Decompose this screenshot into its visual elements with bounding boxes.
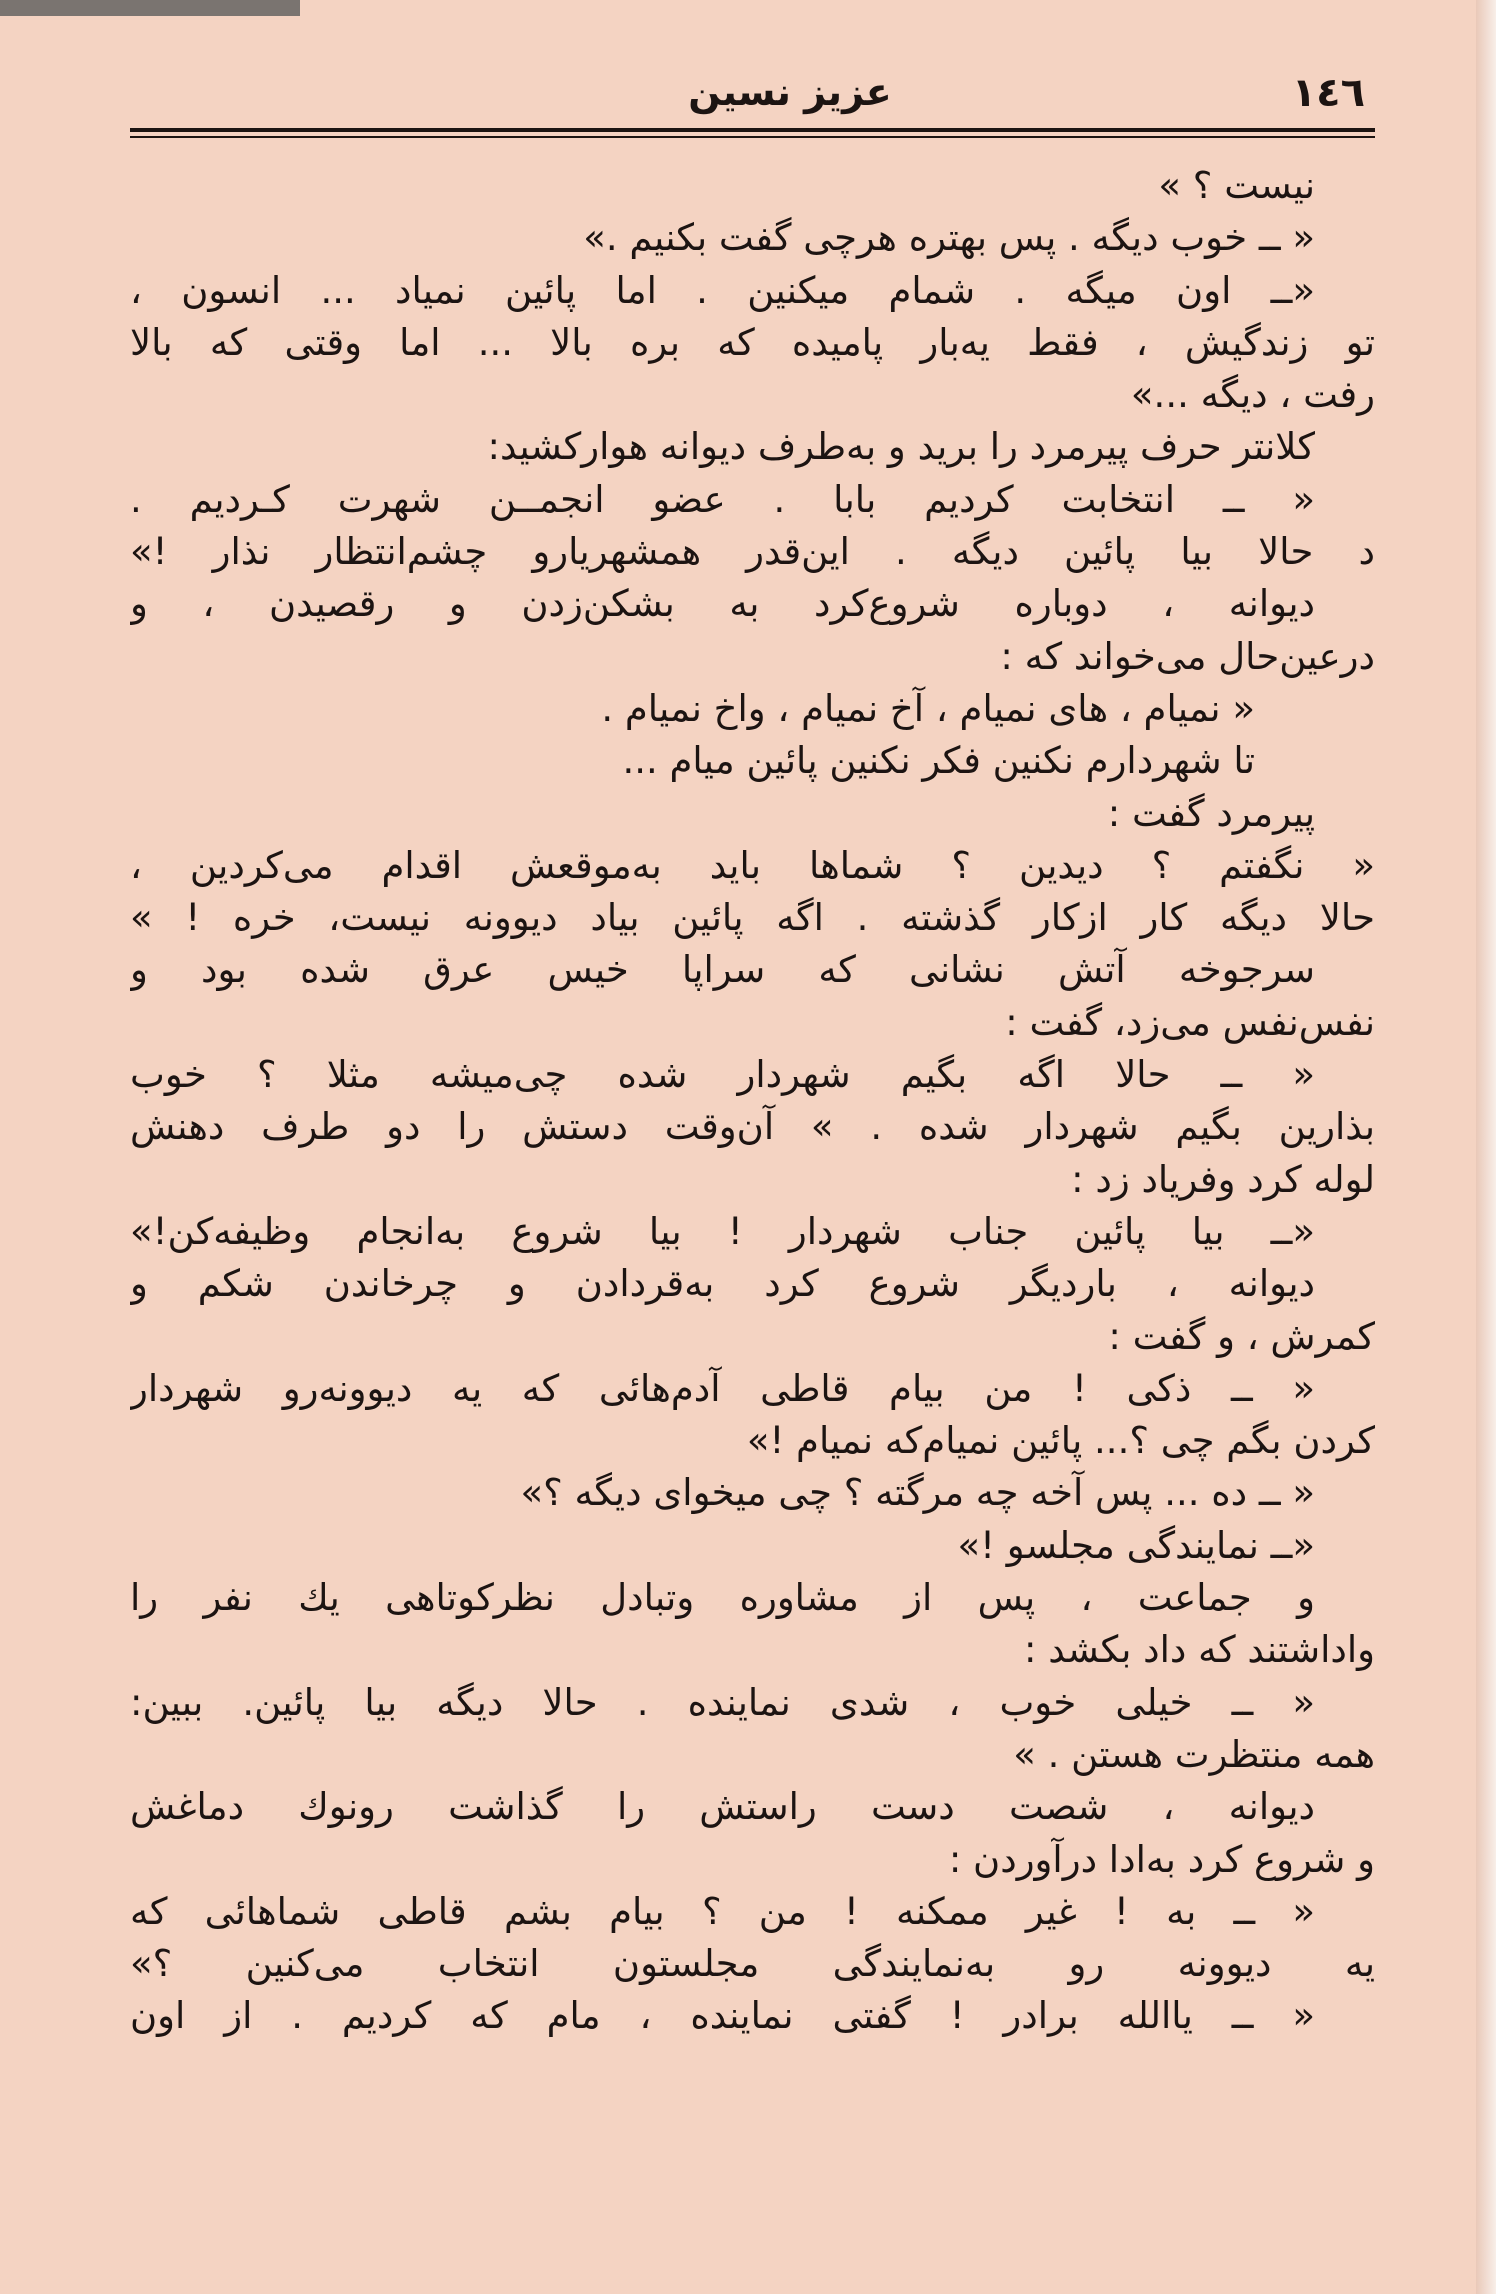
text-line: نفس‌نفس می‌زد، گفت :: [1005, 1000, 1375, 1044]
book-page: [90, 0, 1420, 2294]
text-line: «ــ بیا پائین جناب شهردار ! بیا شروع به‌انجام وظیفه‌کن!»: [130, 1209, 1315, 1253]
text-line: بذارین بگیم شهردار شده . » آن‌وقت دستش را دو طرف دهنش: [130, 1105, 1375, 1149]
text-line: نیست ؟ »: [1158, 164, 1315, 207]
header-rule: [130, 128, 1375, 132]
text-line: لوله کرد وفریاد زد :: [1071, 1157, 1375, 1201]
text-line: حالا دیگه کار ازکار گذشته . اگه پائین بیاد دیوونه نیست، خره ! »: [130, 896, 1375, 940]
text-line: «ــ نمایندگی مجلسو !»: [957, 1523, 1315, 1567]
text-line: دیوانه ، باردیگر شروع کرد به‌قردادن و چرخاندن شکم و: [130, 1262, 1315, 1306]
scan-edge-right: [1476, 0, 1496, 2294]
text-line: کردن بگم چی ؟... پائین نمیام‌که نمیام !»: [746, 1419, 1375, 1463]
text-line: « ــ انتخابت کردیم بابا . عضو انجمــن شهرت کـردیم .: [130, 477, 1315, 521]
text-line: «ــ اون میگه . شمام میکنین . اما پائین نمیاد ... انسون ،: [130, 268, 1315, 312]
text-line: و جماعت ، پس از مشاوره وتبادل نظرکوتاهی یك نفر را: [130, 1576, 1315, 1620]
text-line: کمرش ، و گفت :: [1108, 1314, 1375, 1358]
text-line: کلانتر حرف پیرمرد را برید و به‌طرف دیوانه هوارکشید:: [487, 425, 1315, 469]
text-line: دیوانه ، دوباره شروع‌کرد به بشکن‌زدن و رقصیدن ، و: [130, 582, 1315, 626]
text-line: « ــ حالا اگه بگیم شهردار شده چی‌میشه مثلا ؟ خوب: [130, 1053, 1315, 1097]
text-line: « ــ یاالله برادر ! گفتی نماینده ، مام که کردیم . از اون: [130, 1994, 1315, 2038]
running-title: عزیز نسین: [688, 70, 892, 114]
text-line: سرجوخه آتش نشانی که سراپا خیس عرق شده بود و: [130, 948, 1315, 992]
text-line: تو زندگیش ، فقط یه‌بار پامیده که بره بالا ... اما وقتی که بالا: [130, 320, 1375, 364]
text-line: دیوانه ، شصت دست راستش را گذاشت رونوك دماغش: [130, 1785, 1315, 1829]
text-line: واداشتند که داد بکشد :: [1023, 1628, 1375, 1672]
text-line: و شروع کرد به‌ادا درآوردن :: [948, 1837, 1375, 1881]
text-line: تا شهردارم نکنین فکر نکنین پائین میام ...: [622, 739, 1255, 783]
text-line: درعین‌حال می‌خواند که :: [1000, 634, 1375, 678]
text-line: « ــ ده ... پس آخه چه مرگته ؟ چی میخوای دیگه ؟»: [520, 1471, 1315, 1515]
page-header: [130, 62, 1375, 132]
text-line: « ــ ذکی ! من بیام قاطی آدم‌هائی که یه دیوونه‌رو شهردار: [130, 1366, 1315, 1410]
text-line: پیرمرد گفت :: [1107, 791, 1315, 835]
text-line: « نگفتم ؟ دیدین ؟ شماها باید به‌موقعش اقدام می‌کردین ،: [130, 843, 1375, 887]
text-line: رفت ، دیگه ...»: [1130, 373, 1375, 417]
text-line: د حالا بیا پائین دیگه . این‌قدر همشهریارو چشم‌انتظار نذار !»: [130, 530, 1375, 574]
text-line: همه منتظرت هستن . »: [1013, 1732, 1375, 1776]
text-line: یه دیوونه رو به‌نمایندگی مجلستون انتخاب می‌کنین ؟»: [130, 1942, 1375, 1986]
text-line: « ــ خیلی خوب ، شدی نماینده . حالا دیگه بیا پائین. ببین:: [130, 1680, 1315, 1724]
header-rule-thin: [130, 136, 1375, 138]
text-line: « ــ به ! غیر ممکنه ! من ؟ بیام بشم قاطی شماهائی که: [130, 1889, 1315, 1933]
body-text: [130, 160, 1375, 2043]
text-line: « ــ خوب دیگه . پس بهتره هرچی گفت بکنیم .»: [583, 216, 1315, 260]
page-number: ١٤٦: [1291, 70, 1365, 116]
text-line: « نمیام ، های نمیام ، آخ نمیام ، واخ نمیام .: [601, 686, 1255, 730]
